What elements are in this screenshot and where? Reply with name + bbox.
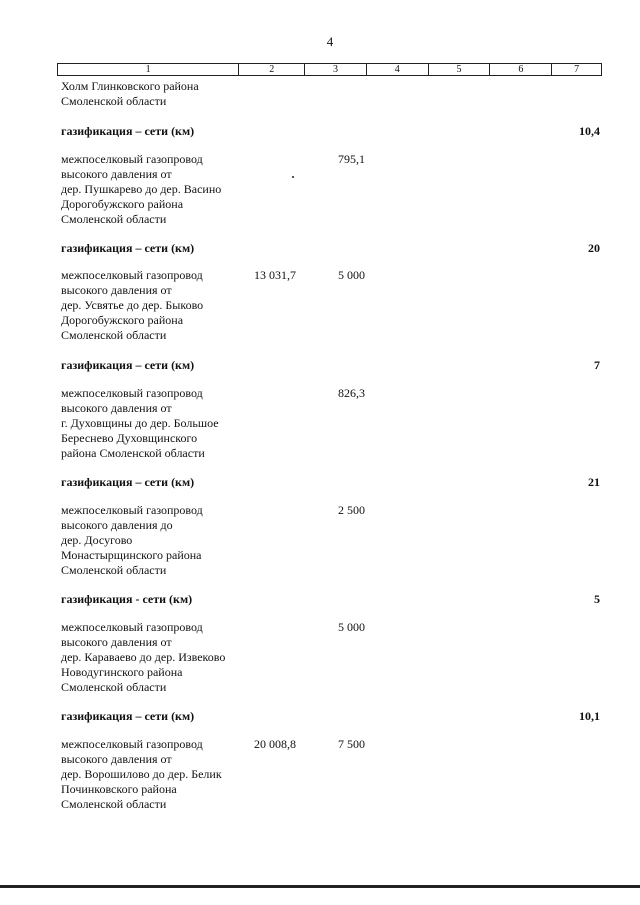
description-line: высокого давления от	[61, 283, 172, 297]
header-col-4: 4	[367, 64, 429, 75]
description-line: Починковского района	[61, 782, 177, 796]
header-col-2: 2	[239, 64, 305, 75]
section-description	[61, 737, 222, 812]
description-line: Смоленской области	[61, 680, 167, 694]
bottom-rule	[0, 885, 640, 888]
header-col-5: 5	[429, 64, 491, 75]
section-heading: газификация – сети (км)	[61, 475, 195, 489]
col3-value: 795,1	[338, 152, 365, 166]
description-line: высокого давления от	[61, 752, 172, 766]
description-line: Береснево Духовщинского	[61, 431, 198, 445]
section-description	[61, 268, 203, 343]
description-line: межпоселковый газопровод	[61, 503, 203, 517]
section-description	[61, 503, 203, 578]
col3-value: 826,3	[338, 386, 365, 400]
description-line: межпоселковый газопровод	[61, 737, 203, 751]
section-total-value: 20	[588, 241, 600, 255]
description-line: дер. Ворошилово до дер. Белик	[61, 767, 222, 781]
description-line: Смоленской области	[61, 563, 167, 577]
continuation-text	[61, 79, 199, 109]
description-line: дер. Пушкарево до дер. Васино	[61, 182, 222, 196]
col3-value: 7 500	[338, 737, 365, 751]
section-total-value: 5	[594, 592, 600, 606]
description-line: межпоселковый газопровод	[61, 620, 203, 634]
header-col-7: 7	[574, 64, 580, 75]
continuation-line: Смоленской области	[61, 94, 167, 108]
col3-value: 2 500	[338, 503, 365, 517]
section-heading: газификация – сети (км)	[61, 358, 195, 372]
description-line: высокого давления от	[61, 401, 172, 415]
header-col-6: 6	[490, 64, 552, 75]
description-line: высокого давления до	[61, 518, 173, 532]
section-description	[61, 620, 225, 695]
col3-value: 5 000	[338, 620, 365, 634]
description-line: дер. Караваево до дер. Извеково	[61, 650, 226, 664]
section-description	[61, 386, 219, 461]
description-line: межпоселковый газопровод	[61, 386, 203, 400]
section-total-value: 10,1	[579, 709, 600, 723]
col3-value: 5 000	[338, 268, 365, 282]
description-line: Дорогобужского района	[61, 313, 184, 327]
description-line: Смоленской области	[61, 328, 167, 342]
description-line: Новодугинского района	[61, 665, 183, 679]
section-total-value: 7	[594, 358, 600, 372]
description-line: межпоселковый газопровод	[61, 268, 203, 282]
section-heading: газификация – сети (км)	[61, 241, 195, 255]
description-line: высокого давления от	[61, 635, 172, 649]
section-heading: газификация – сети (км)	[61, 709, 195, 723]
description-line: Монастырщинского района	[61, 548, 202, 562]
section-heading: газификация – сети (км)	[61, 124, 195, 138]
section-description	[61, 152, 221, 227]
description-line: высокого давления от	[61, 167, 172, 181]
section-total-value: 10,4	[579, 124, 600, 138]
continuation-line: Холм Глинковского района	[61, 79, 199, 93]
header-col-1: 1	[58, 64, 239, 75]
col2-value: 20 008,8	[254, 737, 296, 751]
description-line: Смоленской области	[61, 797, 167, 811]
header-col-3: 3	[305, 64, 367, 75]
description-line: г. Духовщины до дер. Большое	[61, 416, 219, 430]
description-line: Дорогобужского района	[61, 197, 184, 211]
description-line: Смоленской области	[61, 212, 167, 226]
description-line: дер. Досугово	[61, 533, 133, 547]
page-number: 4	[326, 34, 334, 49]
table-header-row	[57, 63, 602, 76]
col2-value: 13 031,7	[254, 268, 296, 282]
description-line: района Смоленской области	[61, 446, 205, 460]
description-line: межпоселковый газопровод	[61, 152, 203, 166]
section-total-value: 21	[588, 475, 600, 489]
section-heading: газификация - сети (км)	[61, 592, 193, 606]
scan-speck	[292, 176, 294, 178]
description-line: дер. Усвятье до дер. Быково	[61, 298, 204, 312]
